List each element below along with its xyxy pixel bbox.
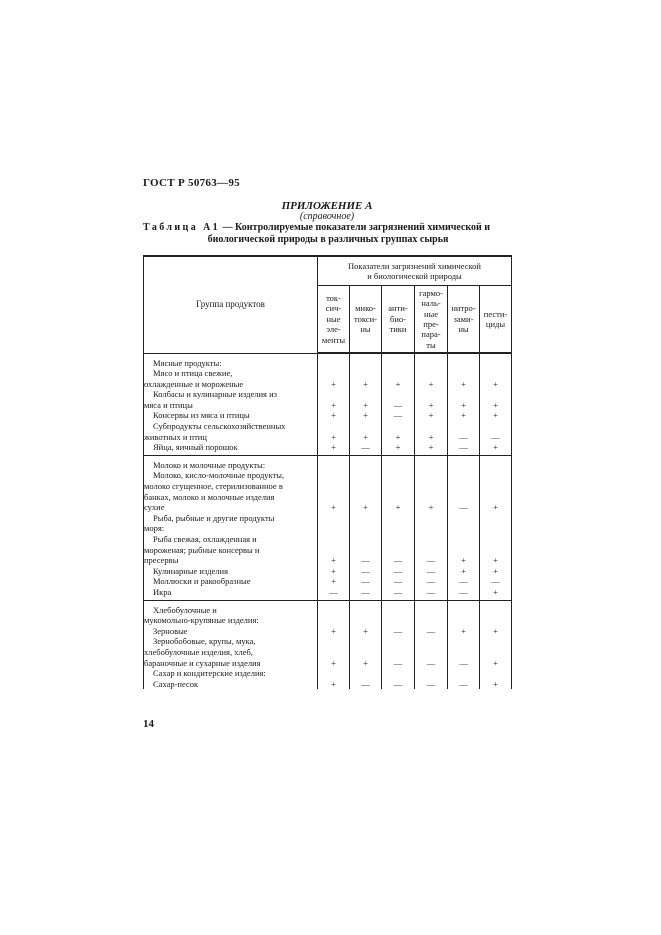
indicator-mark-cell [318,636,350,647]
indicator-mark-cell: — [415,566,448,577]
indicator-mark-cell [415,523,448,534]
indicator-mark-cell [415,534,448,545]
indicator-mark-cell [318,389,350,400]
annex-subtitle: (справочное) [299,211,355,222]
indicator-mark-cell: — [382,626,415,637]
column-header-line: пре- [423,319,439,329]
indicator-mark-cell [382,600,415,615]
indicator-mark-cell [415,421,448,432]
column-header-line: зами- [453,313,474,324]
product-name-cell: Яйца, яичный порошок [144,442,318,455]
document-code: ГОСТ Р 50763—95 [143,177,240,189]
table-row [144,534,512,545]
indicator-mark-cell [318,455,350,470]
indicator-mark-cell: + [350,400,382,411]
indicator-mark-cell [318,421,350,432]
indicator-mark-cell: + [480,555,512,566]
indicator-mark-cell [350,481,382,492]
indicator-mark-cell: + [480,587,512,600]
indicator-mark-cell: + [350,410,382,421]
indicator-mark-cell [415,513,448,524]
table-row [144,647,512,658]
indicator-mark-cell: + [382,442,415,455]
column-header-line: ны [360,324,371,335]
indicator-mark-cell [382,513,415,524]
indicator-mark-cell [448,668,480,679]
indicator-mark-cell: — [448,432,480,443]
indicator-mark-cell: + [350,658,382,669]
indicator-mark-cell [480,481,512,492]
indicator-mark-cell [382,470,415,481]
indicator-mark-cell [350,647,382,658]
indicator-mark-cell [318,545,350,556]
column-header-line: био- [390,313,406,324]
indicator-mark-cell: — [480,576,512,587]
table-row [144,379,512,390]
column-header-line: эле- [326,324,341,335]
indicator-mark-cell: + [318,555,350,566]
table-row [144,492,512,503]
indicator-mark-cell: — [350,576,382,587]
indicator-mark-cell: + [415,502,448,513]
indicator-mark-cell [415,353,448,368]
column-header-line: менты [321,334,346,345]
indicator-mark-cell: — [448,442,480,455]
indicator-mark-cell [448,534,480,545]
indicator-mark-cell: + [318,400,350,411]
indicator-mark-cell: + [382,379,415,390]
column-header-line: токси- [354,313,377,324]
indicator-mark-cell: + [415,400,448,411]
indicator-mark-cell [318,523,350,534]
indicator-mark-cell: — [318,587,350,600]
indicators-header-line: Показатели загрязнений химической [348,261,481,271]
indicator-mark-cell [480,470,512,481]
column-header [480,286,512,354]
table-body [144,353,512,689]
indicator-mark-cell [382,523,415,534]
indicator-mark-cell: — [415,626,448,637]
product-name-cell: животных и птиц [144,432,318,443]
column-header-line: ток- [326,292,341,303]
indicator-mark-cell: + [480,502,512,513]
column-header [415,286,448,354]
indicator-mark-cell: + [480,410,512,421]
product-name-cell: Сахар-песок [144,679,318,690]
indicator-mark-cell [318,513,350,524]
indicator-mark-cell [480,492,512,503]
indicator-mark-cell: — [382,400,415,411]
table-row [144,636,512,647]
column-header-line: ны [458,324,469,335]
indicator-mark-cell [382,389,415,400]
table-row [144,615,512,626]
indicator-mark-cell: + [415,442,448,455]
product-name-cell: бараночные и сухарные изделия [144,658,318,669]
indicator-mark-cell [382,668,415,679]
table-row [144,400,512,411]
product-name-cell: Моллюски и ракообразные [144,576,318,587]
indicator-mark-cell: + [480,400,512,411]
indicator-mark-cell [448,353,480,368]
indicator-mark-cell [448,615,480,626]
indicator-mark-cell: — [350,587,382,600]
indicator-mark-cell [480,545,512,556]
indicator-mark-cell: + [318,658,350,669]
indicator-mark-cell [448,389,480,400]
indicator-mark-cell [318,492,350,503]
indicator-mark-cell: + [318,576,350,587]
indicator-mark-cell: + [350,379,382,390]
indicator-mark-cell: — [415,576,448,587]
indicator-mark-cell: + [318,432,350,443]
indicator-mark-cell [318,481,350,492]
indicator-mark-cell: + [480,658,512,669]
indicator-mark-cell [448,421,480,432]
indicator-mark-cell [448,470,480,481]
table-row [144,566,512,577]
product-name-cell: Молоко и молочные продукты: [144,455,318,470]
table-row [144,353,512,368]
indicator-mark-cell [382,534,415,545]
indicator-mark-cell: + [382,432,415,443]
indicator-mark-cell: — [350,679,382,690]
indicator-mark-cell: — [415,555,448,566]
product-name-cell: мороженая; рыбные консервы и [144,545,318,556]
indicator-mark-cell [480,353,512,368]
indicator-mark-cell [448,600,480,615]
column-header [448,286,480,354]
indicator-mark-cell [415,636,448,647]
indicator-mark-cell: + [415,410,448,421]
indicator-mark-cell [415,389,448,400]
indicator-mark-cell: — [382,576,415,587]
indicator-mark-cell [350,534,382,545]
indicator-mark-cell: + [448,626,480,637]
product-name-cell: хлебобулочные изделия, хлеб, [144,647,318,658]
indicator-mark-cell [318,647,350,658]
indicator-mark-cell [382,368,415,379]
column-header [318,286,350,354]
column-header-line: циды [485,319,506,329]
indicator-mark-cell: + [415,432,448,443]
table-row [144,679,512,690]
indicator-mark-cell: + [448,555,480,566]
indicator-mark-cell [350,545,382,556]
indicator-mark-cell [318,534,350,545]
table-row [144,545,512,556]
caption-dash: — [220,222,236,233]
product-name-cell: Молоко, кисло-молочные продукты, [144,470,318,481]
product-name-cell: Икра [144,587,318,600]
product-name-cell: пресервы [144,555,318,566]
indicator-mark-cell [480,615,512,626]
indicator-mark-cell: + [350,502,382,513]
product-name-cell: Мясо и птица свежие, [144,368,318,379]
indicator-mark-cell [415,455,448,470]
indicator-mark-cell: — [382,658,415,669]
table-row [144,576,512,587]
indicator-mark-cell: — [350,442,382,455]
indicator-mark-cell [415,368,448,379]
product-name-cell: моря: [144,523,318,534]
indicator-mark-cell [382,353,415,368]
indicator-mark-cell: + [318,379,350,390]
indicators-header [318,256,512,286]
column-header-line: пара- [421,329,441,340]
column-header-line: наль- [421,298,441,309]
indicator-mark-cell [318,600,350,615]
indicator-mark-cell [350,353,382,368]
indicator-mark-cell [350,421,382,432]
indicator-mark-cell [350,513,382,524]
indicator-mark-cell: + [480,442,512,455]
product-name-cell: Хлебобулочные и [144,600,318,615]
indicator-mark-cell [448,455,480,470]
indicator-mark-cell [480,455,512,470]
table-row [144,555,512,566]
indicator-mark-cell: + [480,379,512,390]
product-name-cell: Рыба свежая, охлажденная и [144,534,318,545]
indicator-mark-cell: — [382,555,415,566]
product-name-cell: молоко сгущенное, стерилизованное в [144,481,318,492]
table-row [144,600,512,615]
table-row [144,523,512,534]
indicator-mark-cell: + [415,379,448,390]
indicator-mark-cell [448,647,480,658]
indicator-mark-cell [382,421,415,432]
indicator-mark-cell [448,492,480,503]
indicator-mark-cell: + [480,566,512,577]
indicator-mark-cell [480,513,512,524]
annex-title: ПРИЛОЖЕНИЕ А [281,200,373,212]
indicator-mark-cell: + [448,400,480,411]
table-row [144,410,512,421]
indicator-mark-cell [448,513,480,524]
column-header [350,286,382,354]
indicator-mark-cell: + [480,626,512,637]
indicator-mark-cell [382,481,415,492]
page-number: 14 [143,718,154,730]
column-header [382,286,415,354]
table-row [144,626,512,637]
column-header-line: сич- [325,303,342,314]
indicator-mark-cell: + [382,502,415,513]
indicator-mark-cell [318,368,350,379]
indicator-mark-cell [480,368,512,379]
column-header-line: гармо- [419,287,443,298]
indicator-mark-cell: + [318,679,350,690]
group-column-header: Группа продуктов [144,256,318,353]
column-header-line: ты [426,339,436,350]
indicator-mark-cell [480,421,512,432]
indicator-mark-cell: + [318,502,350,513]
column-header-line: ные [423,308,439,319]
table-row [144,389,512,400]
caption-line1: Контролируемые показатели загрязнений химической и [235,222,491,233]
table-row [144,442,512,455]
indicator-mark-cell: — [382,679,415,690]
indicator-mark-cell [318,668,350,679]
indicator-mark-cell [415,615,448,626]
indicator-mark-cell: — [448,502,480,513]
indicator-mark-cell [350,668,382,679]
indicator-mark-cell: — [382,410,415,421]
indicator-mark-cell: — [350,566,382,577]
indicator-mark-cell: — [448,587,480,600]
indicator-mark-cell [382,455,415,470]
indicator-mark-cell [415,545,448,556]
indicator-mark-cell: + [350,432,382,443]
column-header-line: ные [326,313,341,324]
indicator-mark-cell [350,492,382,503]
table-row [144,658,512,669]
indicator-mark-cell: + [318,442,350,455]
column-header-line: тики [389,324,407,335]
indicator-mark-cell [480,600,512,615]
table-row [144,432,512,443]
contaminants-table [143,255,512,689]
table-row [144,470,512,481]
indicator-mark-cell [350,455,382,470]
indicator-mark-cell [415,492,448,503]
indicator-mark-cell: — [415,587,448,600]
indicator-mark-cell [480,389,512,400]
product-name-cell: сухие [144,502,318,513]
indicator-mark-cell: — [448,679,480,690]
indicator-mark-cell: + [318,626,350,637]
column-header-line: мико- [355,303,376,314]
product-name-cell: Субпродукты сельскохозяйственных [144,421,318,432]
table-row [144,455,512,470]
indicator-mark-cell: + [480,679,512,690]
indicator-mark-cell [415,668,448,679]
indicator-mark-cell [382,636,415,647]
caption-label: Таблица А1 [143,222,221,233]
product-name-cell: Колбасы и кулинарные изделия из [144,389,318,400]
indicator-mark-cell [382,545,415,556]
indicator-mark-cell: — [415,658,448,669]
indicator-mark-cell [382,492,415,503]
indicator-mark-cell [448,545,480,556]
product-name-cell: Мясные продукты: [144,353,318,368]
indicator-mark-cell: + [448,379,480,390]
indicators-header-line: и биологической природы [367,271,462,281]
indicator-mark-cell [350,470,382,481]
table-row [144,481,512,492]
indicator-mark-cell [480,668,512,679]
indicator-mark-cell [480,636,512,647]
indicator-mark-cell: + [318,410,350,421]
indicator-mark-cell: — [415,679,448,690]
product-name-cell: охлажденные и мороженые [144,379,318,390]
table-caption [143,222,513,246]
indicator-mark-cell: — [350,555,382,566]
table-row [144,368,512,379]
indicator-mark-cell [350,636,382,647]
indicator-mark-cell [318,353,350,368]
indicator-mark-cell [318,470,350,481]
column-header-line: пести- [483,308,508,319]
table-row [144,587,512,600]
product-name-cell: Консервы из мяса и птицы [144,410,318,421]
indicator-mark-cell [382,647,415,658]
indicator-mark-cell [350,600,382,615]
product-name-cell: Рыба, рыбные и другие продукты [144,513,318,524]
product-name-cell: банках, молоко и молочные изделия [144,492,318,503]
indicator-mark-cell: + [448,566,480,577]
indicator-mark-cell: + [350,626,382,637]
column-header-line: нитро- [451,303,476,314]
indicator-mark-cell [415,647,448,658]
indicator-mark-cell [350,523,382,534]
product-name-cell: мукомольно-крупяные изделия: [144,615,318,626]
indicator-mark-cell [480,523,512,534]
indicator-mark-cell [448,368,480,379]
table-row [144,668,512,679]
product-name-cell: Зерновые [144,626,318,637]
indicator-mark-cell [350,389,382,400]
indicator-mark-cell [448,636,480,647]
table-row [144,513,512,524]
column-header-line: анти- [388,303,408,314]
indicator-mark-cell [415,481,448,492]
indicator-mark-cell: — [382,587,415,600]
indicator-mark-cell: + [448,410,480,421]
indicator-mark-cell [448,523,480,534]
product-name-cell: мяса и птицы [144,400,318,411]
product-name-cell: Кулинарные изделия [144,566,318,577]
indicator-mark-cell: + [318,566,350,577]
indicator-mark-cell [415,470,448,481]
indicator-mark-cell [480,534,512,545]
indicator-mark-cell: — [448,576,480,587]
indicator-mark-cell [480,647,512,658]
table-row [144,421,512,432]
indicator-mark-cell [350,368,382,379]
indicator-mark-cell [350,615,382,626]
indicator-mark-cell [415,600,448,615]
caption-line2: биологической природы в различных группах сырья [207,234,449,245]
product-name-cell: Сахар и кондитерские изделия: [144,668,318,679]
indicator-mark-cell [382,615,415,626]
product-name-cell: Зернобобовые, крупы, мука, [144,636,318,647]
table-row [144,502,512,513]
indicator-mark-cell: — [382,566,415,577]
indicator-mark-cell: — [480,432,512,443]
indicator-mark-cell: — [448,658,480,669]
indicator-mark-cell [448,481,480,492]
indicator-mark-cell [318,615,350,626]
